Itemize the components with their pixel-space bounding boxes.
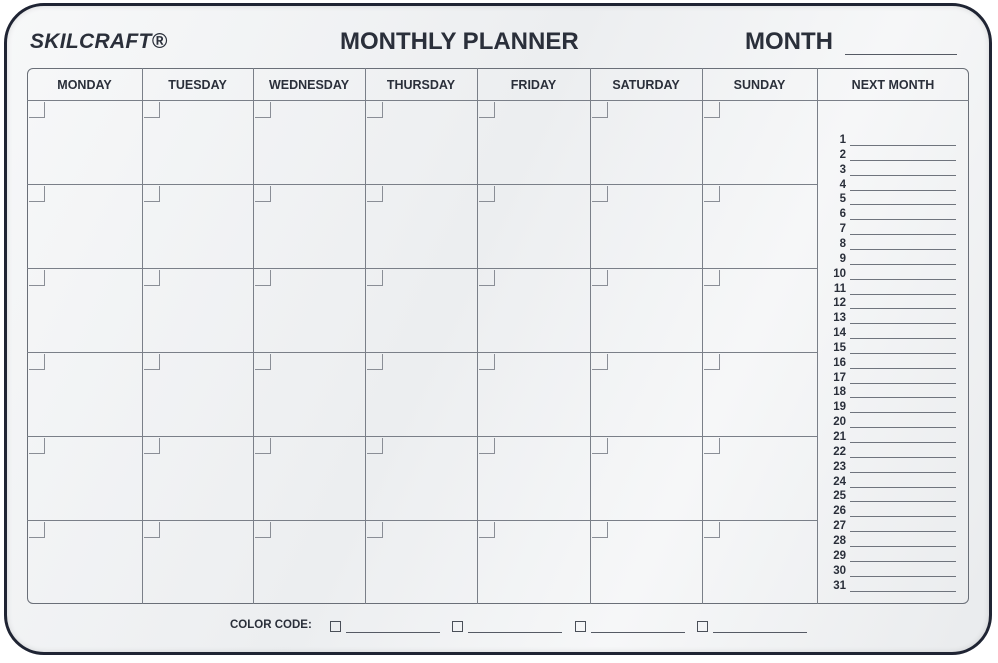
next-month-write-line[interactable] <box>850 368 956 369</box>
next-month-day-number: 1 <box>839 134 846 146</box>
date-number-box[interactable] <box>704 270 720 286</box>
day-header-friday: FRIDAY <box>510 78 557 92</box>
date-number-box[interactable] <box>255 438 271 454</box>
next-month-day-number: 31 <box>833 579 846 592</box>
next-month-write-line[interactable] <box>850 204 956 205</box>
day-header-tuesday: TUESDAY <box>168 78 227 92</box>
next-month-write-line[interactable] <box>850 249 956 250</box>
next-month-write-line[interactable] <box>850 175 956 176</box>
date-number-box[interactable] <box>144 438 160 454</box>
next-month-write-line[interactable] <box>850 383 956 384</box>
next-month-day-number: 5 <box>839 193 846 206</box>
date-number-box[interactable] <box>592 522 608 538</box>
next-month-write-line[interactable] <box>850 308 956 309</box>
next-month-day-number: 4 <box>839 178 846 191</box>
date-number-box[interactable] <box>29 270 45 286</box>
next-month-day-number: 23 <box>833 460 846 473</box>
next-month-day-number: 3 <box>839 163 846 176</box>
next-month-day-number: 2 <box>839 148 846 161</box>
date-number-box[interactable] <box>144 102 160 118</box>
date-number-box[interactable] <box>592 102 608 118</box>
next-month-write-line[interactable] <box>850 190 956 191</box>
next-month-write-line[interactable] <box>850 576 956 577</box>
next-month-write-line[interactable] <box>850 264 956 265</box>
next-month-day-number: 25 <box>833 490 846 503</box>
date-number-box[interactable] <box>592 438 608 454</box>
next-month-heading: NEXT MONTH <box>851 78 935 92</box>
date-number-box[interactable] <box>479 438 495 454</box>
next-month-day-number: 7 <box>839 223 846 236</box>
next-month-day-number: 17 <box>833 371 846 384</box>
month-label: MONTH <box>745 28 833 55</box>
color-code-label: COLOR CODE: <box>230 619 312 631</box>
next-month-day-number: 29 <box>833 549 846 562</box>
color-code-write-line[interactable] <box>468 632 562 633</box>
date-number-box[interactable] <box>704 438 720 454</box>
column-divider <box>817 68 818 604</box>
next-month-day-number: 12 <box>833 297 846 310</box>
next-month-write-line[interactable] <box>850 145 956 146</box>
next-month-write-line[interactable] <box>850 516 956 517</box>
next-month-write-line[interactable] <box>850 561 956 562</box>
next-month-write-line[interactable] <box>850 591 956 592</box>
next-month-day-number: 30 <box>833 564 846 577</box>
date-number-box[interactable] <box>255 102 271 118</box>
date-number-box[interactable] <box>479 102 495 118</box>
next-month-day-number: 18 <box>833 386 846 399</box>
day-header-sunday: SUNDAY <box>733 78 786 92</box>
next-month-write-line[interactable] <box>850 546 956 547</box>
next-month-day-number: 19 <box>833 401 846 414</box>
date-number-box[interactable] <box>479 186 495 202</box>
date-number-box[interactable] <box>479 522 495 538</box>
date-number-box[interactable] <box>255 270 271 286</box>
date-number-box[interactable] <box>479 270 495 286</box>
date-number-box[interactable] <box>29 438 45 454</box>
date-number-box[interactable] <box>29 522 45 538</box>
next-month-day-number: 11 <box>833 282 846 295</box>
month-write-line[interactable] <box>845 54 957 55</box>
next-month-write-line[interactable] <box>850 323 956 324</box>
date-number-box[interactable] <box>704 186 720 202</box>
next-month-day-number: 22 <box>833 445 846 458</box>
next-month-day-number: 10 <box>833 267 846 280</box>
color-code-write-line[interactable] <box>591 632 685 633</box>
date-number-box[interactable] <box>367 522 383 538</box>
next-month-write-line[interactable] <box>850 472 956 473</box>
next-month-day-number: 8 <box>839 237 846 250</box>
color-code-checkbox[interactable] <box>575 621 586 632</box>
date-number-box[interactable] <box>144 354 160 370</box>
next-month-day-number: 21 <box>833 431 846 443</box>
date-number-box[interactable] <box>367 438 383 454</box>
date-number-box[interactable] <box>367 102 383 118</box>
date-number-box[interactable] <box>367 186 383 202</box>
next-month-write-line[interactable] <box>850 234 956 235</box>
color-code-checkbox[interactable] <box>452 621 463 632</box>
date-number-box[interactable] <box>144 270 160 286</box>
date-number-box[interactable] <box>704 522 720 538</box>
day-header-saturday: SATURDAY <box>612 78 680 92</box>
day-header-thursday: THURSDAY <box>386 78 456 92</box>
color-code-write-line[interactable] <box>346 632 440 633</box>
date-number-box[interactable] <box>367 270 383 286</box>
next-month-write-line[interactable] <box>850 457 956 458</box>
day-header-monday: MONDAY <box>57 78 112 92</box>
next-month-write-line[interactable] <box>850 160 956 161</box>
next-month-day-number: 9 <box>839 252 846 265</box>
next-month-write-line[interactable] <box>850 427 956 428</box>
day-header-wednesday: WEDNESDAY <box>268 78 350 92</box>
next-month-write-line[interactable] <box>850 487 956 488</box>
date-number-box[interactable] <box>29 354 45 370</box>
date-number-box[interactable] <box>144 522 160 538</box>
next-month-write-line[interactable] <box>850 501 956 502</box>
color-code-write-line[interactable] <box>713 632 807 633</box>
next-month-day-number: 14 <box>833 327 846 340</box>
page-title: MONTHLY PLANNER <box>340 28 579 55</box>
next-month-write-line[interactable] <box>850 397 956 398</box>
next-month-write-line[interactable] <box>850 353 956 354</box>
date-number-box[interactable] <box>367 354 383 370</box>
date-number-box[interactable] <box>704 102 720 118</box>
next-month-write-line[interactable] <box>850 412 956 413</box>
next-month-day-number: 13 <box>833 312 846 325</box>
color-code-checkbox[interactable] <box>697 621 708 632</box>
next-month-day-number: 6 <box>839 208 846 221</box>
next-month-write-line[interactable] <box>850 442 956 443</box>
next-month-write-line[interactable] <box>850 279 956 280</box>
date-number-box[interactable] <box>479 354 495 370</box>
next-month-day-number: 16 <box>833 356 846 369</box>
next-month-day-number: 24 <box>833 475 846 488</box>
next-month-write-line[interactable] <box>850 219 956 220</box>
color-code-checkbox[interactable] <box>330 621 341 632</box>
date-number-box[interactable] <box>255 522 271 538</box>
next-month-day-number: 26 <box>833 505 846 518</box>
next-month-day-number: 20 <box>833 416 846 429</box>
date-number-box[interactable] <box>704 354 720 370</box>
date-number-box[interactable] <box>29 102 45 118</box>
next-month-write-line[interactable] <box>850 294 956 295</box>
next-month-day-number: 27 <box>833 520 846 533</box>
date-number-box[interactable] <box>592 186 608 202</box>
brand-logo: SKILCRAFT® <box>30 30 168 53</box>
date-number-box[interactable] <box>255 186 271 202</box>
next-month-day-number: 15 <box>833 341 846 354</box>
date-number-box[interactable] <box>592 354 608 370</box>
date-number-box[interactable] <box>144 186 160 202</box>
date-number-box[interactable] <box>29 186 45 202</box>
next-month-write-line[interactable] <box>850 338 956 339</box>
date-number-box[interactable] <box>592 270 608 286</box>
date-number-box[interactable] <box>255 354 271 370</box>
next-month-write-line[interactable] <box>850 531 956 532</box>
next-month-day-number: 28 <box>833 534 846 547</box>
